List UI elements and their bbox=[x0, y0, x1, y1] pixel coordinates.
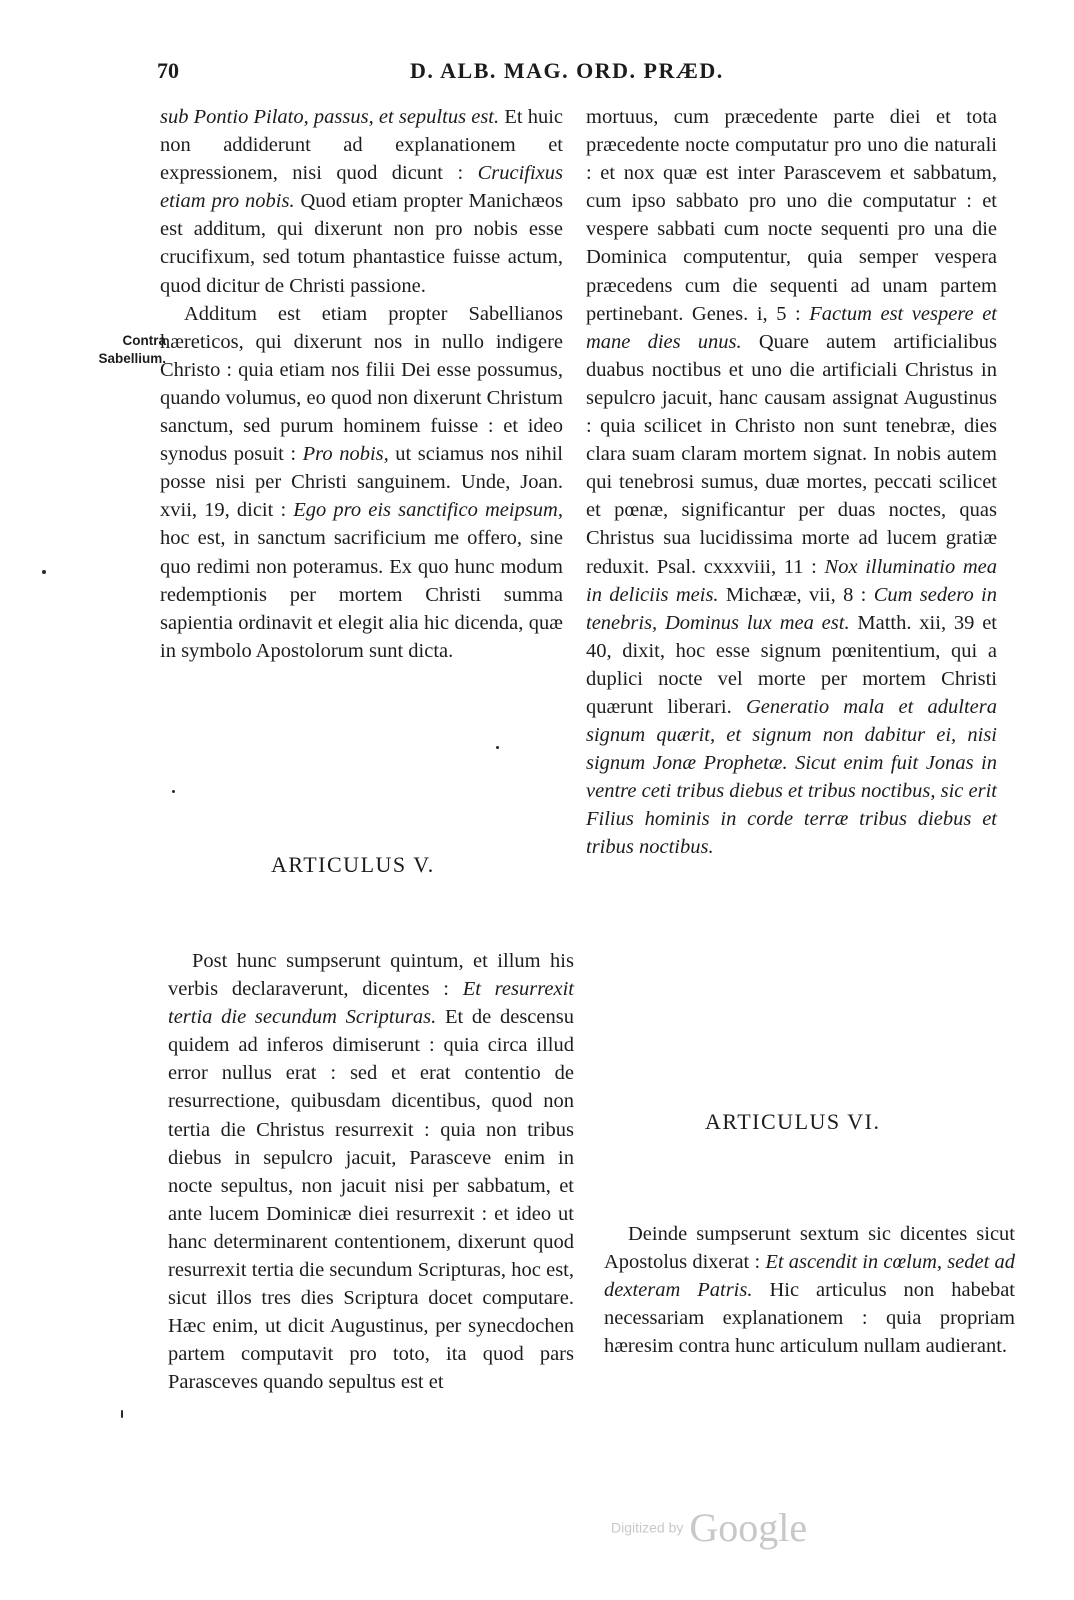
text-run: Et de descensu quidem ad inferos dimiserunt : quia circa illud error nullus erat : sed et erat contentio de resurrectione, quibusdam dicentibus, quod non tertia die Christus resurrexit : quia non tribus diebus in sepulcro jacuit, Parasceve enim in nocte sepultus, non jacuit nisi per sabbatum, et ante lucem Dominicæ diei resurrexit : et ideo ut hanc determinarent contentionem, dixerunt quod resurrexit tertia die secundum Scripturas, hoc est, sicut illos tres dies Scriptura docet computare. Hæc enim, ut dicit Augustinus, per synecdochen partem computavit pro toto, ita quod pars Parasceves quando sepultus est et bbox=[168, 1006, 574, 1394]
paragraph bbox=[160, 300, 563, 665]
ink-speck bbox=[121, 1410, 123, 1418]
text-run: Hic articulus non habebat necessariam explanationem : quia propriam hæresim contra hunc articulum nullam audierant. bbox=[604, 1279, 1015, 1358]
right-column-lower bbox=[604, 1220, 1015, 1360]
right-column-upper bbox=[586, 103, 997, 862]
italic-run: sub Pontio Pilato, passus, et sepultus est. bbox=[160, 106, 500, 128]
italic-run: Nox illuminatio mea in deliciis meis. bbox=[586, 555, 997, 606]
text-run: Michææ, vii, 8 : bbox=[718, 583, 874, 606]
text-run: Deinde sumpserunt sextum sic dicentes sicut Apostolus dixerat : bbox=[604, 1223, 1015, 1274]
text-run: Quod etiam propter Manichæos est additum, qui dixerunt non pro nobis esse crucifixum, sed totum phantastice fuisse actum, quod dicitur de Christi passione. bbox=[160, 190, 564, 297]
paragraph bbox=[586, 103, 997, 862]
italic-run: Et ascendit in cœlum, sedet ad dexteram Patris. bbox=[604, 1251, 1016, 1302]
text-run: Et huic non addiderunt ad explanationem et expressionem, nisi quod dicunt : bbox=[160, 106, 564, 185]
left-column-lower bbox=[168, 947, 574, 1397]
text-run: Matth. xii, 39 et 40, dixit, hoc esse signum pœnitentium, qui a duplici nocte vel morte per mortem Christi quærunt liberari. bbox=[586, 611, 998, 718]
text-run: hoc est, in sanctum sacrificium me offero, sine quo redimi non poteramus. Ex quo hunc modum redemptionis per mortem Christi summa sapientia ordinavit et elegit alia hic dicenda, quæ in symbolo Apostolorum sunt dicta. bbox=[160, 527, 563, 662]
margin-note-line-2: Sabellium. bbox=[98, 351, 166, 366]
left-column-upper bbox=[160, 103, 563, 665]
text-run: Post hunc sumpserunt quintum, et illum his verbis declaraverunt, dicentes : bbox=[168, 950, 574, 1001]
margin-note-line-1: Contra bbox=[122, 333, 166, 348]
text-run: ut sciamus nos nihil posse nisi per Christi sanguinem. Unde, Joan. xvii, 19, dicit : bbox=[160, 443, 563, 522]
text-run: Quare autem artificialibus duabus noctibus et uno die artificiali Christus in sepulcro jacuit, hanc causam assignat Augustinus : quia scilicet in Christo non sunt tenebræ, dies clara suam claram mortem signat. In nobis autem qui tenebrosi sumus, duæ mortes, peccati scilicet et pœnæ, significantur per duas noctes, quas Christus sua lucidissima morte ad lucem gratiæ reduxit. Psal. cxxxviii, 11 : bbox=[586, 330, 997, 578]
ink-speck bbox=[42, 570, 46, 574]
page-number: 70 bbox=[157, 58, 179, 83]
ink-speck bbox=[496, 746, 499, 749]
watermark-brand: Google bbox=[689, 1505, 808, 1550]
watermark-prefix: Digitized by bbox=[611, 1519, 684, 1536]
text-run: Additum est etiam propter Sabellianos hæreticos, qui dixerunt nos in nullo indigere Christo : quia etiam nos filii Dei esse possumus, quando volumus, eo quod non dixerunt Christum sanctum, sed purum hominem fuisse : et ideo synodus posuit : bbox=[160, 302, 563, 466]
text-run: mortuus, cum præcedente parte diei et tota præcedente nocte computatur pro uno die naturali : et nox quæ est inter Parascevem et sabbatum, cum ipso sabbato pro uno die computatur : et vespere sabbati cum nocte sequenti pro una die Dominica computentur, quia semper vespera præcedens cum die sequenti ad unam partem pertinebant. Genes. i, 5 : bbox=[586, 106, 997, 325]
italic-run: Pro nobis, bbox=[302, 443, 389, 466]
italic-run: Generatio mala et adultera signum quærit, et signum non dabitur ei, nisi signum Jonæ Prophetæ. Sicut enim fuit Jonas in ventre ceti tribus diebus et tribus noctibus, sic erit Filius hominis in corde terræ tribus diebus et tribus noctibus. bbox=[586, 695, 997, 859]
article-5-heading: ARTICULUS V. bbox=[271, 852, 435, 877]
italic-run: Cum sedero in tenebris, Dominus lux mea est. bbox=[586, 583, 997, 634]
running-head: D. ALB. MAG. ORD. PRÆD. bbox=[410, 58, 724, 83]
ink-speck bbox=[172, 790, 175, 793]
digitized-watermark bbox=[611, 1504, 807, 1551]
margin-note bbox=[58, 332, 166, 368]
italic-run: Crucifixus etiam pro nobis. bbox=[160, 162, 563, 213]
paragraph bbox=[160, 103, 563, 300]
italic-run: Et resurrexit tertia die secundum Scripturas. bbox=[168, 978, 574, 1029]
italic-run: Ego pro eis sanctifico meipsum, bbox=[293, 499, 563, 522]
italic-run: Factum est vespere et mane dies unus. bbox=[586, 302, 997, 353]
paragraph bbox=[604, 1220, 1015, 1360]
paragraph bbox=[168, 947, 574, 1397]
article-6-heading: ARTICULUS VI. bbox=[705, 1109, 881, 1134]
